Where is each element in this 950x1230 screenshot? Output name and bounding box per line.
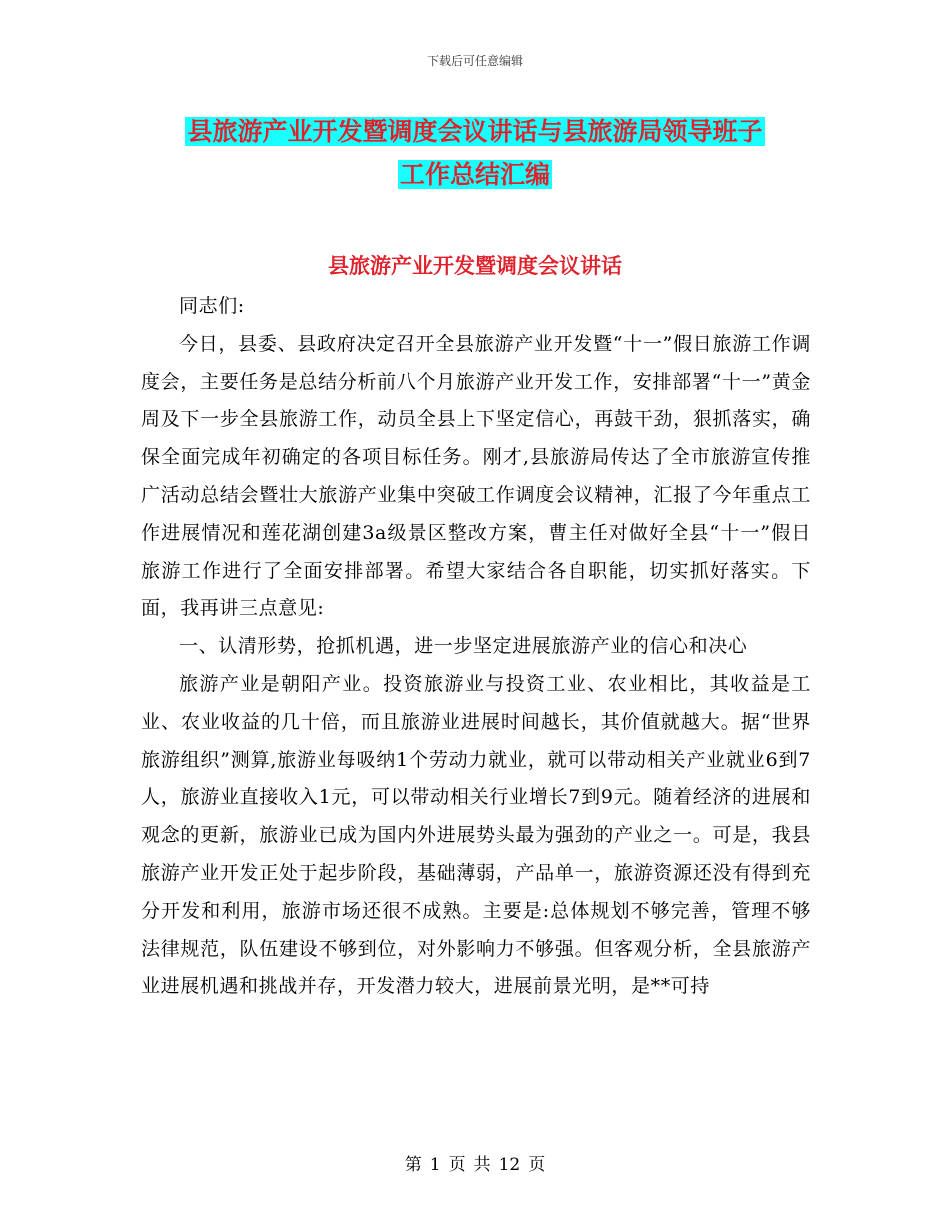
title-highlight-2: 工作总结汇编 [399, 160, 550, 189]
header-note: 下载后可任意编辑 [426, 54, 523, 68]
footer-total-label: 共 [473, 1155, 491, 1175]
title-highlight-1: 县旅游产业开发暨调度会议讲话与县旅游局领导班子 [187, 117, 763, 146]
footer-prefix: 第 [404, 1155, 422, 1175]
footer-page-number: 1 [429, 1155, 441, 1175]
section-title: 县旅游产业开发暨调度会议讲话 [328, 254, 622, 278]
footer-suffix: 页 [528, 1155, 546, 1175]
paragraph-heading-1: 一、认清形势，抢抓机遇，进一步坚定进展旅游产业的信心和决心 [179, 635, 748, 658]
paragraph-intro: 今日，县委、县政府决定召开全县旅游产业开发暨“十一”假日旅游工作调度会，主要任务是总结分析前八个月旅游产业开发工作，安排部署“十一”黄金周及下一步全县旅游工作，动员全县上下坚定信心，再鼓干劲，狠抓落实，确保全面完成年初确定的各项目标任务。刚才,县旅游局传达了全市旅游宣传推广活动总结会暨壮大旅游产业集中突破工作调度会议精神，汇报了今年重点工作进展情况和莲花湖创建3a级景区整改方案，曹主任对做好全县“十一”假日旅游工作进行了全面安排部署。希望大家结合各自职能，切实抓好落实。下面，我再讲三点意见: [141, 332, 811, 620]
paragraph-salutation: 同志们: [179, 295, 245, 317]
page-footer [0, 1150, 950, 1175]
body-text [141, 288, 811, 1006]
footer-total-pages: 12 [498, 1155, 521, 1175]
footer-middle: 页 [448, 1155, 466, 1175]
document-title-line-2 [0, 157, 950, 193]
document-title-line-1 [0, 114, 950, 150]
paragraph-body-1: 旅游产业是朝阳产业。投资旅游业与投资工业、农业相比，其收益是工业、农业收益的几十倍，而且旅游业进展时间越长，其价值就越大。据“世界旅游组织”测算,旅游业每吸纳1个劳动力就业，就可以带动相关产业就业6到7人，旅游业直接收入1元，可以带动相关行业增长7到9元。随着经济的进展和观念的更新，旅游业已成为国内外进展势头最为强劲的产业之一。可是，我县旅游产业开发正处于起步阶段，基础薄弱，产品单一，旅游资源还没有得到充分开发和利用，旅游市场还很不成熟。主要是:总体规划不够完善，管理不够法律规范，队伍建设不够到位，对外影响力不够强。但客观分析，全县旅游产业进展机遇和挑战并存，开发潜力较大，进展前景光明，是**可持 [141, 672, 811, 998]
